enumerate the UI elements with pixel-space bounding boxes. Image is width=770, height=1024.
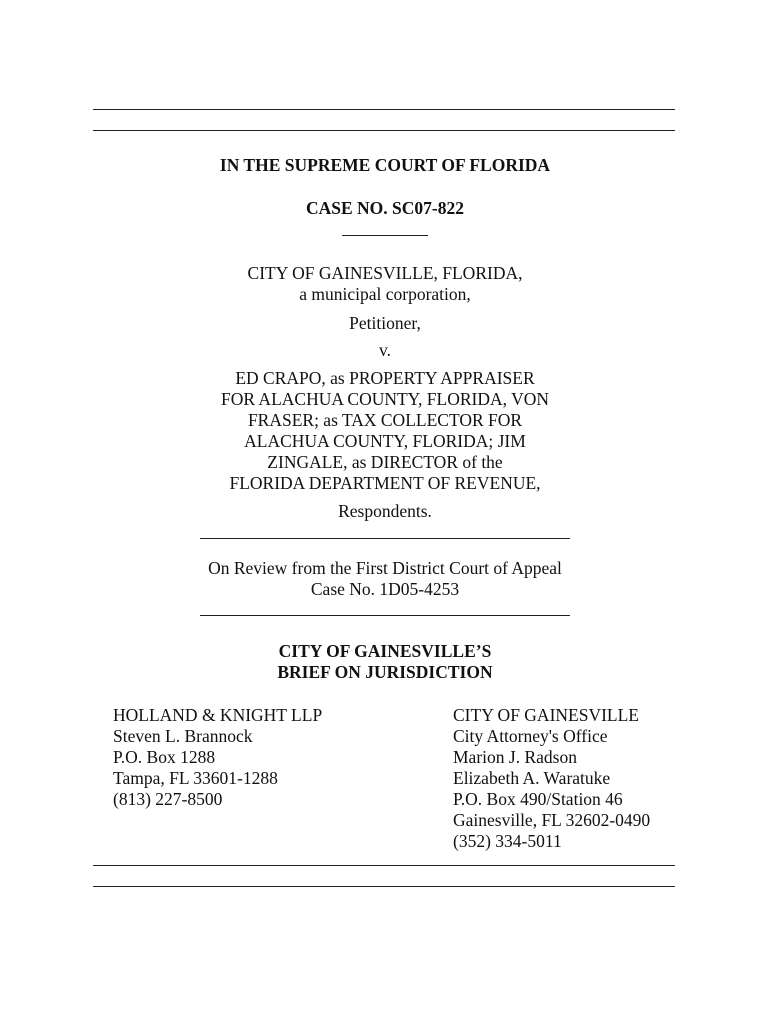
counsel-left-line: HOLLAND & KNIGHT LLP — [113, 705, 323, 725]
counsel-right-line: Elizabeth A. Waratuke — [453, 768, 611, 788]
review-divider — [200, 615, 570, 616]
counsel-left — [113, 705, 322, 810]
court-title: IN THE SUPREME COURT OF FLORIDA — [219, 155, 551, 175]
bottom-rule-2 — [93, 886, 675, 887]
caption-divider — [200, 538, 570, 539]
review-court: On Review from the First District Court of Appeal — [208, 558, 562, 578]
petitioner-role: Petitioner, — [349, 313, 421, 333]
review-case-number: Case No. 1D05-4253 — [310, 579, 460, 599]
top-rule-1 — [93, 109, 675, 110]
respondent-role: Respondents. — [338, 501, 432, 521]
counsel-left-line: P.O. Box 1288 — [113, 747, 216, 767]
petitioner-name: CITY OF GAINESVILLE, FLORIDA, — [247, 263, 523, 283]
petitioner-description: a municipal corporation, — [299, 284, 471, 304]
respondent-line: FOR ALACHUA COUNTY, FLORIDA, VON — [220, 389, 549, 409]
case-number: CASE NO. SC07-822 — [305, 198, 464, 218]
counsel-right-line: P.O. Box 490/Station 46 — [453, 789, 623, 809]
case-number-underline — [342, 235, 428, 236]
respondent-line: ED CRAPO, as PROPERTY APPRAISER — [235, 368, 535, 388]
respondent-line: FLORIDA DEPARTMENT OF REVENUE, — [229, 473, 541, 493]
top-rule-2 — [93, 130, 675, 131]
counsel-right-line: Gainesville, FL 32602-0490 — [453, 810, 651, 830]
counsel-left-line: Tampa, FL 33601-1288 — [113, 768, 278, 788]
counsel-left-line: (813) 227-8500 — [113, 789, 223, 809]
brief-title-line2: BRIEF ON JURISDICTION — [277, 662, 493, 682]
counsel-right-line: (352) 334-5011 — [453, 831, 562, 851]
counsel-right-line: City Attorney's Office — [453, 726, 608, 746]
respondent-line: FRASER; as TAX COLLECTOR FOR — [247, 410, 523, 430]
respondent-line: ZINGALE, as DIRECTOR of the — [267, 452, 503, 472]
respondent-line: ALACHUA COUNTY, FLORIDA; JIM — [244, 431, 526, 451]
counsel-right-line: CITY OF GAINESVILLE — [453, 705, 639, 725]
counsel-left-line: Steven L. Brannock — [113, 726, 253, 746]
counsel-right-line: Marion J. Radson — [453, 747, 577, 767]
counsel-right — [453, 705, 650, 852]
versus: v. — [379, 340, 391, 360]
bottom-rule-1 — [93, 865, 675, 866]
brief-title-line1: CITY OF GAINESVILLE’S — [278, 641, 492, 661]
